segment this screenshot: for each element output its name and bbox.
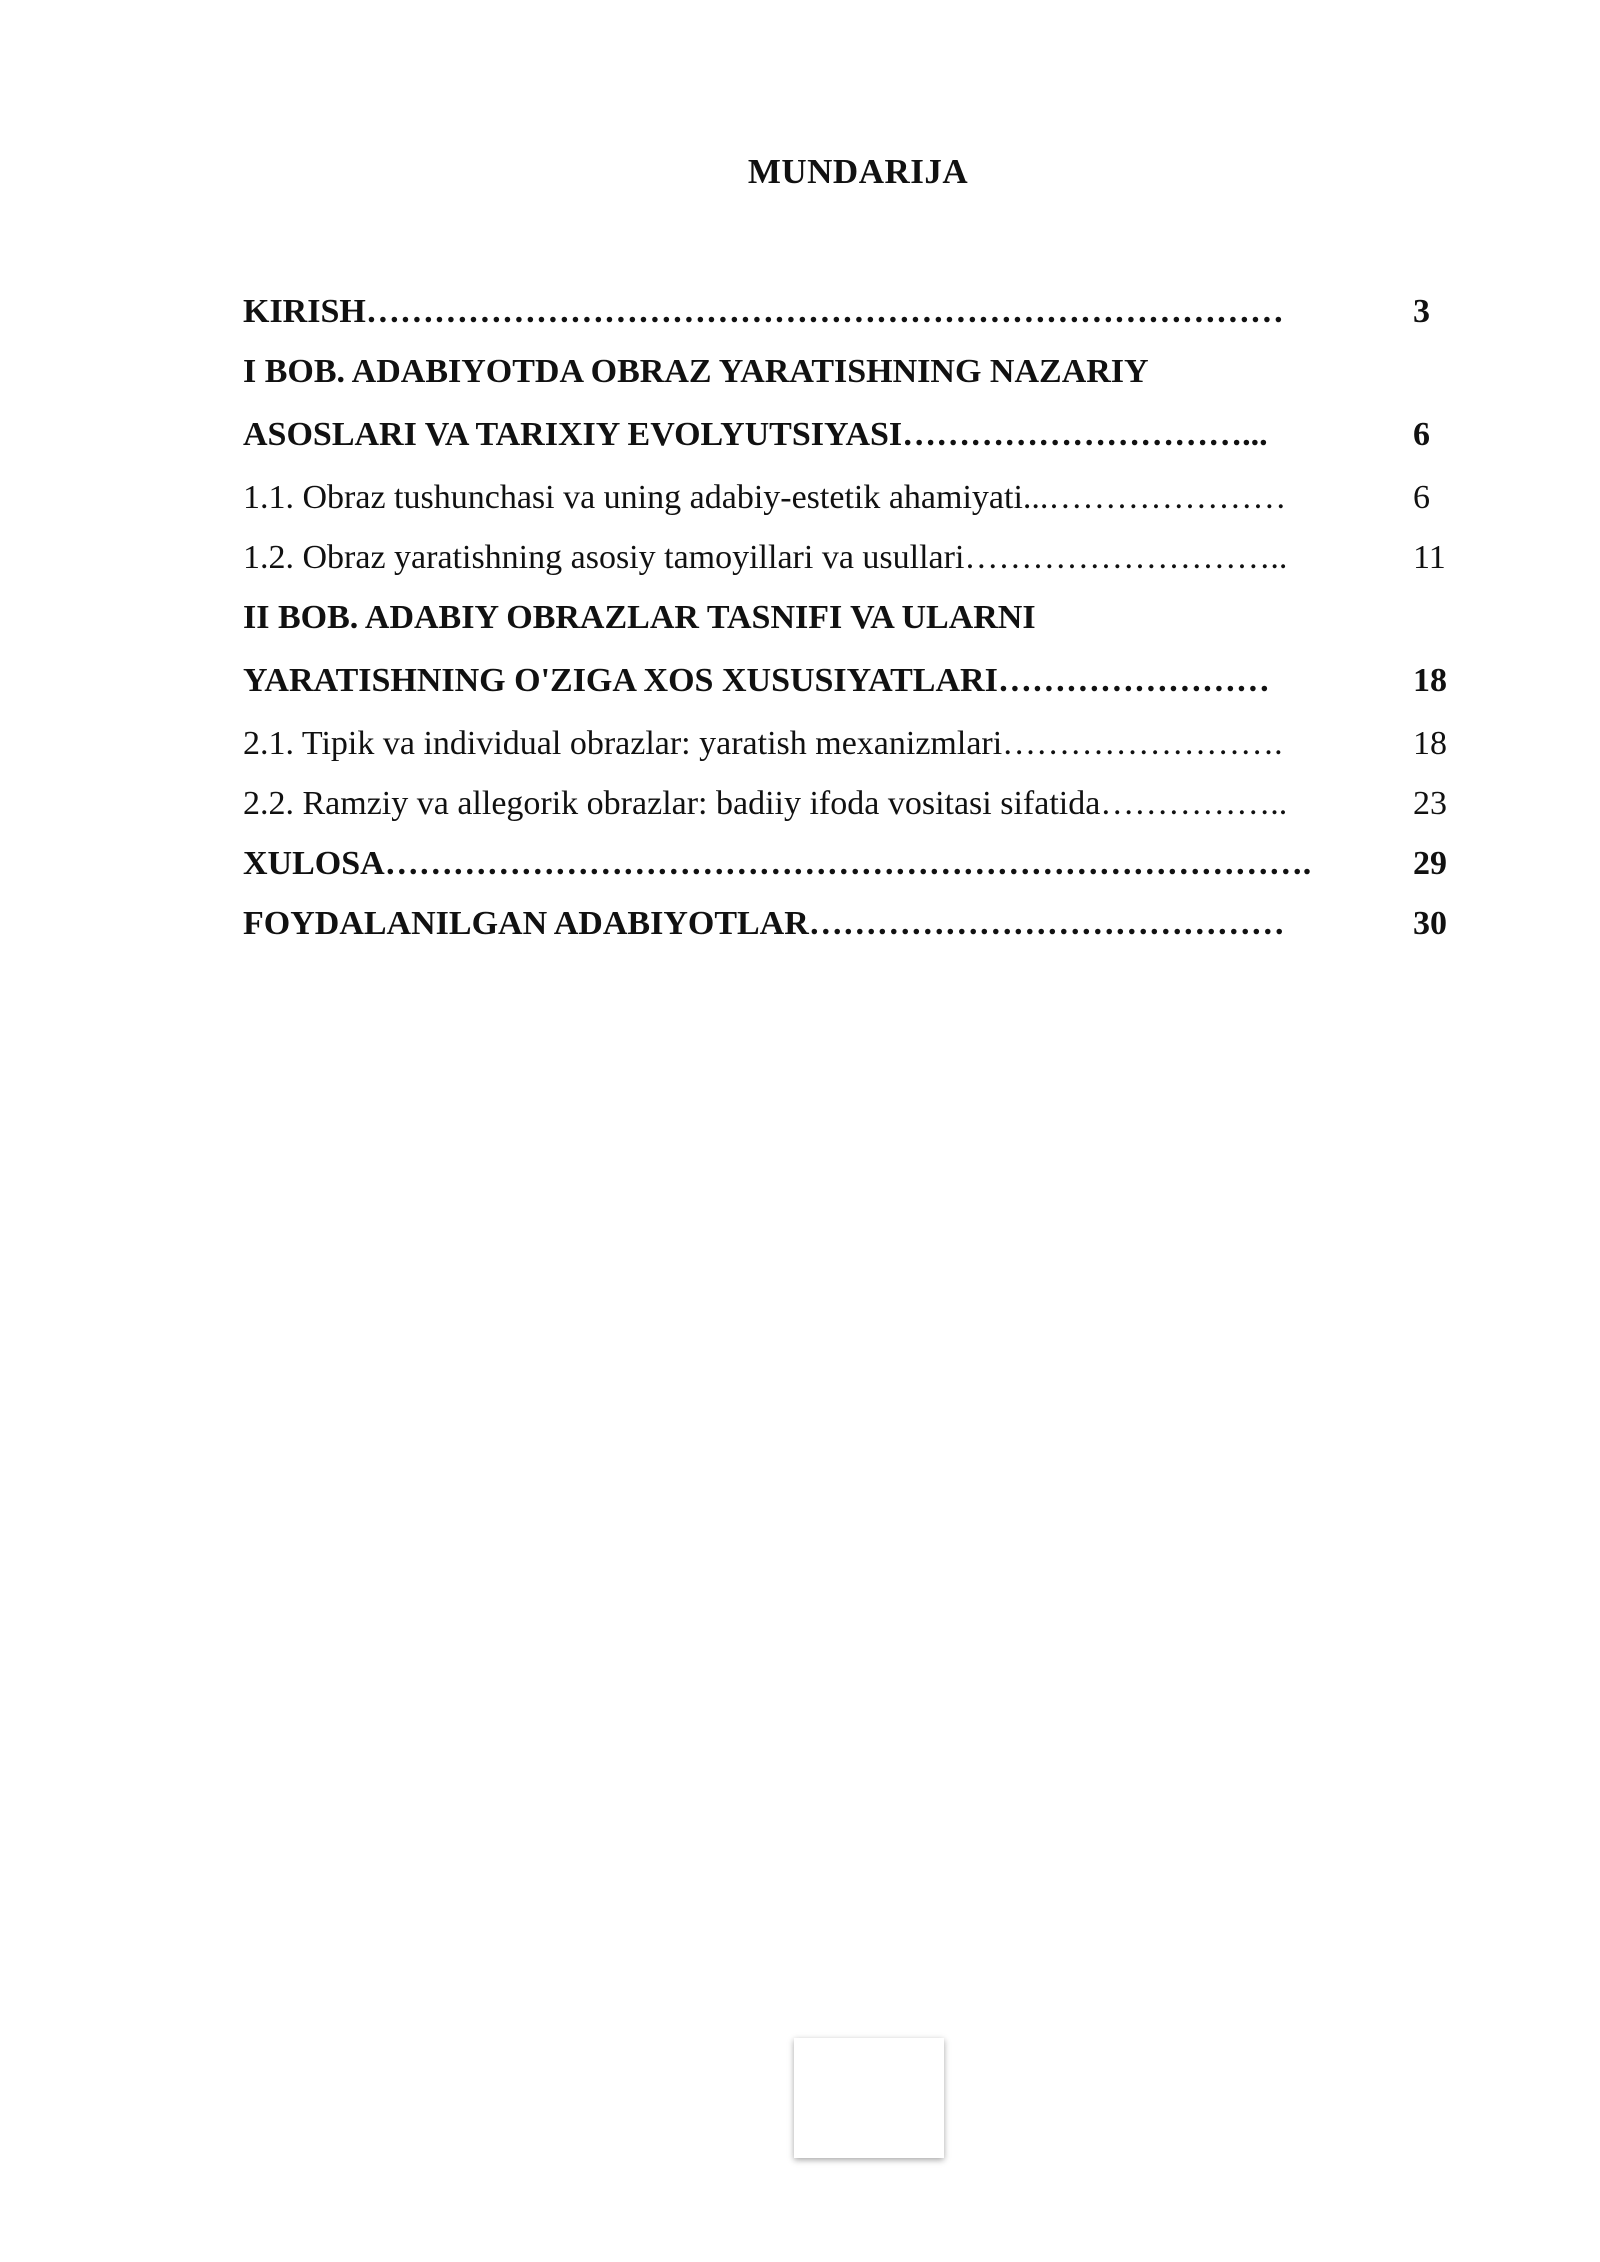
toc-entry-page: 11 xyxy=(1413,539,1446,576)
toc-entry-chapter-1-line-2 xyxy=(243,402,1473,468)
toc-entry-text: 2.2. Ramziy va allegorik obrazlar: badiiy ifoda vositasi sifatida…………….. xyxy=(243,785,1288,822)
toc-entry-text: 2.1. Tipik va individual obrazlar: yaratish mexanizmlari……………………. xyxy=(243,725,1283,762)
toc-entry-xulosa xyxy=(243,834,1473,894)
toc-entry-section-2-2 xyxy=(243,774,1473,834)
toc-entry-text: KIRISH……………………………………………………………………… xyxy=(243,293,1284,330)
toc-entry-text: II BOB. ADABIY OBRAZLAR TASNIFI VA ULARNI xyxy=(243,599,1036,636)
toc-entry-text: FOYDALANILGAN ADABIYOTLAR…………………………………… xyxy=(243,905,1285,942)
toc-entry-text: XULOSA………………………………………………………………………. xyxy=(243,845,1312,882)
toc-entry-page: 3 xyxy=(1413,293,1430,330)
table-of-contents xyxy=(243,282,1473,954)
toc-entry-text: I BOB. ADABIYOTDA OBRAZ YARATISHNING NAZARIY xyxy=(243,353,1149,390)
toc-entry-page: 6 xyxy=(1413,479,1430,516)
toc-entry-page: 6 xyxy=(1413,416,1430,453)
toc-entry-section-1-2 xyxy=(243,528,1473,588)
toc-entry-references xyxy=(243,894,1473,954)
toc-entry-page: 23 xyxy=(1413,785,1447,822)
toc-entry-text: ASOSLARI VA TARIXIY EVOLYUTSIYASI…………………………... xyxy=(243,416,1268,453)
toc-entry-text: 1.2. Obraz yaratishning asosiy tamoyillari va usullari……………………….. xyxy=(243,539,1288,576)
page-number-overlay xyxy=(794,2038,944,2158)
toc-entry-page: 18 xyxy=(1413,725,1447,762)
toc-entry-chapter-2-line-2 xyxy=(243,648,1473,714)
toc-entry-text: YARATISHNING O'ZIGA XOS XUSUSIYATLARI…………………… xyxy=(243,662,1270,699)
toc-entry-chapter-2-line-1 xyxy=(243,588,1473,648)
toc-entry-section-1-1 xyxy=(243,468,1473,528)
toc-entry-page: 18 xyxy=(1413,662,1447,699)
toc-entry-chapter-1-line-1 xyxy=(243,342,1473,402)
toc-entry-page: 29 xyxy=(1413,845,1447,882)
toc-entry-page: 30 xyxy=(1413,905,1447,942)
page-title: MUNDARIJA xyxy=(747,152,969,191)
toc-entry-section-2-1 xyxy=(243,714,1473,774)
toc-entry-kirish xyxy=(243,282,1473,342)
toc-entry-text: 1.1. Obraz tushunchasi va uning adabiy-estetik ahamiyati...………………… xyxy=(243,479,1287,516)
